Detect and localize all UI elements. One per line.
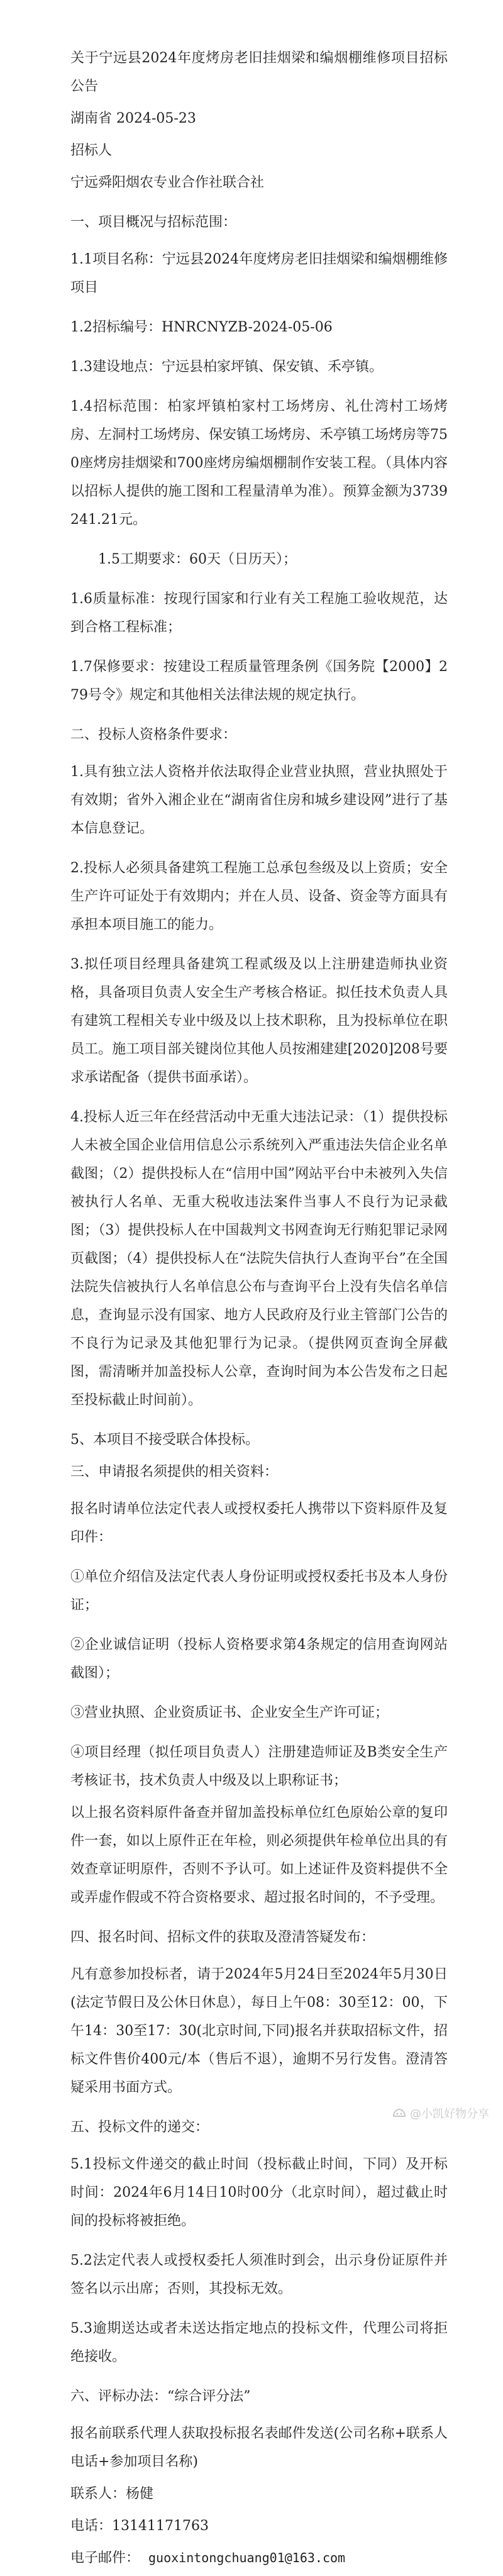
contact-person: 联系人：杨健	[70, 2486, 154, 2502]
document-title: 关于宁远县2024年度烤房老旧挂烟梁和编烟棚维修项目招标公告	[70, 50, 448, 94]
contact-phone: 电话：13141171763	[70, 2518, 209, 2534]
section-2-item: 2.投标人必须具备建筑工程施工总承包叁级及以上资质；安全生产许可证处于有效期内；并在人员、设备、资金等方面具有承担本项目施工的能力。	[70, 860, 448, 933]
contact-email	[70, 2544, 448, 2572]
section-2-item: 5、本项目不接受联合体投标。	[70, 1432, 259, 1448]
email-label: 电子邮件：	[70, 2550, 140, 2566]
section-2-item: 1.具有独立法人资格并依法取得企业营业执照，营业执照处于有效期；省外入湘企业在“湖南省住房和城乡建设网”进行了基本信息登记。	[70, 764, 448, 836]
section-5-item: 5.2法定代表人或授权委托人须准时到会，出示身份证原件并签名以示出席；否则，其投标无效。	[70, 2253, 448, 2297]
section-4-heading: 四、报名时间、招标文件的获取及澄清答疑发布：	[70, 1929, 375, 1945]
section-1-item: 1.2招标编号：HNRCNYZB-2024-05-06	[70, 319, 333, 335]
section-1-item: 1.5工期要求：60天（日历天）；	[98, 552, 297, 567]
section-1-item: 1.3建设地点：宁远县柏家坪镇、保安镇、禾亭镇。	[70, 359, 383, 375]
section-3-item: ①单位介绍信及法定代表人身份证明或授权委托书及本人身份证；	[70, 1569, 448, 1613]
email-address-link[interactable]: guoxintongchuang01@163.com	[148, 2550, 346, 2565]
section-2-item: 3.拟任项目经理具备建筑工程贰级及以上注册建造师执业资格，具备项目负责人安全生产考核合格证。拟任技术负责人具有建筑工程相关专业中级及以上技术职称，且为投标单位在职员工。施工项目部关键岗位其他人员按湘建建[2020]208号要求承诺配备（提供书面承诺）。	[70, 957, 448, 1085]
section-5-item: 5.1投标文件递交的截止时间（投标截止时间，下同）及开标时间：2024年6月14日10时00分（北京时间），超过截止时间的投标将被拒绝。	[70, 2157, 448, 2229]
section-5-item: 5.3逾期送达或者未送达指定地点的投标文件，代理公司将拒绝接收。	[70, 2321, 448, 2365]
section-4-text: 凡有意参加投标者，请于2024年5月24日至2024年5月30日(法定节假日及公休日休息），每日上午08：30至12：00，下午14：30至17：30(北京时间,下同)报名并获取招标文件，招标文件售价400元/本（售后不退），逾期不另行发售。澄清答疑采用书面方式。	[70, 1967, 448, 2096]
watermark	[392, 2105, 489, 2121]
announcement-document	[70, 44, 448, 2576]
section-3-heading: 三、申请报名须提供的相关资料：	[70, 1464, 279, 1480]
section-2-item: 4.投标人近三年在经营活动中无重大违法记录：（1）提供投标人未被全国企业信用信息公示系统列入严重违法失信企业名单截图；（2）提供投标人在“信用中国”网站平台中未被列入失信被执行人名单、无重大税收违法案件当事人不良行为记录截图；（3）提供投标人在中国裁判文书网查询无行贿犯罪记录网页截图；（4）提供投标人在“法院失信执行人查询平台”在全国法院失信被执行人名单信息公布与查询平台上没有失信名单信息，查询显示没有国家、地方人民政府及行业主管部门公告的不良行为记录及其他犯罪行为记录。（提供网页查询全屏截图，需清晰并加盖投标人公章，查询时间为本公告发布之日起至投标截止时间前）。	[70, 1109, 448, 1408]
watermark-text: @小凯好物分享	[410, 2107, 489, 2121]
section-6-text: 报名前联系代理人获取投标报名表邮件发送(公司名称+联系人电话+参加项目名称)	[70, 2426, 448, 2470]
location-date: 湖南省 2024-05-23	[70, 111, 196, 126]
section-5-heading: 五、投标文件的递交：	[70, 2119, 209, 2135]
tenderer-name: 宁远舜阳烟农专业合作社联合社	[70, 175, 265, 191]
section-1-item: 1.4招标范围：柏家坪镇柏家村工场烤房、礼仕湾村工场烤房、左洞村工场烤房、保安镇工场烤房、禾亭镇工场烤房等750座烤房挂烟梁和700座烤房编烟棚制作安装工程。（具体内容以招标人提供的施工图和工程量清单为准）。预算金额为3739241.21元。	[70, 399, 448, 528]
section-3-item: ②企业诚信证明（投标人资格要求第4条规定的信用查询网站截图）；	[70, 1637, 448, 1681]
section-1-item: 1.1项目名称：宁远县2024年度烤房老旧挂烟梁和编烟棚维修项目	[70, 252, 448, 296]
section-1-item: 1.6质量标准：按现行国家和行业有关工程施工验收规范，达到合格工程标准；	[70, 591, 448, 635]
brand-logo-icon	[392, 2107, 406, 2119]
section-1-item: 1.7保修要求：按建设工程质量管理条例《国务院【2000】279号令》规定和其他相关法律法规的规定执行。	[70, 659, 448, 703]
section-3-intro: 报名时请单位法定代表人或授权委托人携带以下资料原件及复印件：	[70, 1501, 448, 1545]
section-1-heading: 一、项目概况与招标范围：	[70, 214, 237, 230]
section-3-item: ③营业执照、企业资质证书、企业安全生产许可证；	[70, 1705, 389, 1721]
section-2-heading: 二、投标人资格条件要求：	[70, 727, 237, 743]
section-3-note: 以上报名资料原件备查并留加盖投标单位红色原始公章的复印件一套，如以上原件正在年检，则必须提供年检单位出具的有效查章证明原件，否则不予认可。如上述证件及资料提供不全或弄虚作假或不符合资格要求、超过报名时间的，不予受理。	[70, 1805, 448, 1906]
section-6-heading: 六、评标办法：“综合评分法”	[70, 2389, 251, 2404]
tenderer-label: 招标人	[70, 143, 113, 158]
section-3-item: ④项目经理（拟任项目负责人）注册建造师证及B类安全生产考核证书，技术负责人中级及以上职称证书；	[70, 1745, 448, 1789]
